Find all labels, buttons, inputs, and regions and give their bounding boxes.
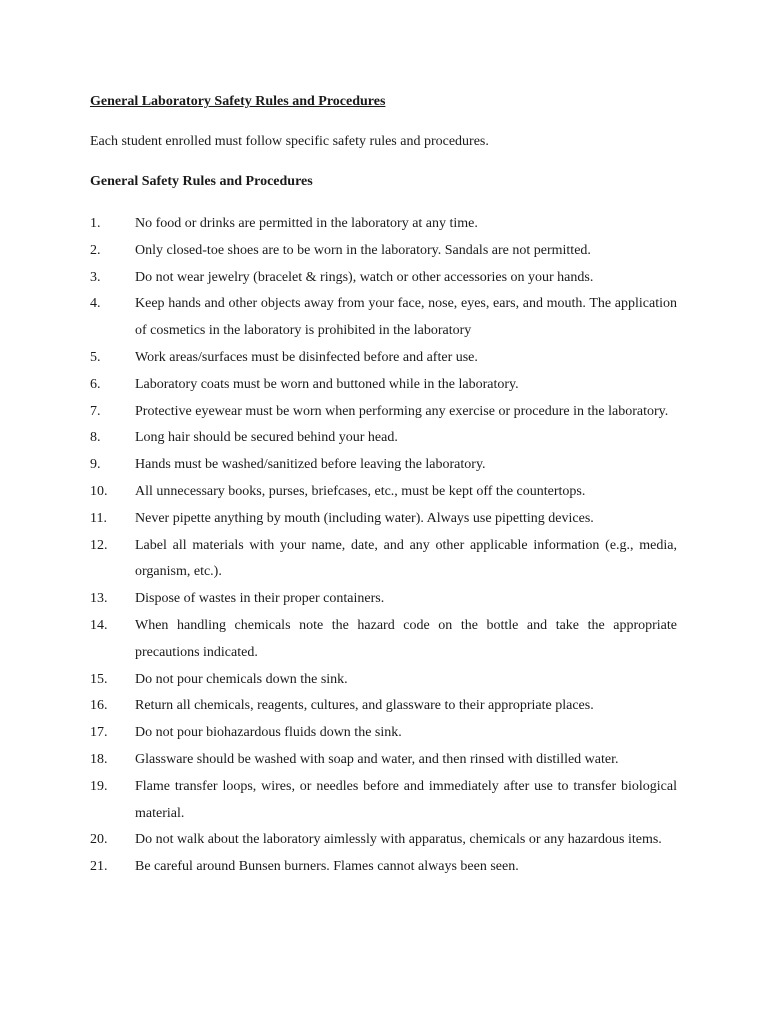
list-item: [90, 613, 677, 667]
list-item-number: 5.: [90, 349, 101, 365]
list-item-text: Label all materials with your name, date, and any other applicable information (e.g., media, organism, etc.).: [135, 537, 677, 580]
list-item: [90, 345, 677, 372]
rules-list: [90, 211, 677, 881]
list-item-number: 10.: [90, 483, 108, 499]
list-item: [90, 854, 677, 881]
list-item: [90, 479, 677, 506]
list-item-text: Do not pour chemicals down the sink.: [135, 671, 348, 687]
list-item-number: 4.: [90, 296, 101, 312]
list-item-text: Return all chemicals, reagents, cultures, and glassware to their appropriate places.: [135, 698, 594, 714]
list-item-text: Glassware should be washed with soap and water, and then rinsed with distilled water.: [135, 751, 619, 767]
list-item-number: 14.: [90, 617, 108, 633]
list-item-text: Work areas/surfaces must be disinfected before and after use.: [135, 349, 478, 365]
list-item-text: Dispose of wastes in their proper containers.: [135, 591, 385, 607]
list-item: [90, 425, 677, 452]
list-item: [90, 533, 677, 587]
document-title: General Laboratory Safety Rules and Procedures: [90, 94, 386, 109]
list-item: [90, 586, 677, 613]
list-item-number: 1.: [90, 216, 101, 231]
list-item: [90, 211, 677, 238]
list-item-number: 6.: [90, 376, 101, 392]
list-item-text: Protective eyewear must be worn when performing any exercise or procedure in the laboratory.: [135, 403, 669, 419]
list-item-number: 2.: [90, 242, 101, 258]
list-item: [90, 747, 677, 774]
list-item-text: Be careful around Bunsen burners. Flames cannot always been seen.: [135, 859, 519, 875]
list-item-text: Do not wear jewelry (bracelet & rings), watch or other accessories on your hands.: [135, 269, 594, 285]
list-item-text: Flame transfer loops, wires, or needles before and immediately after use to transfer biological material.: [135, 778, 677, 821]
list-item-text: Keep hands and other objects away from your face, nose, eyes, ears, and mouth. The application of cosmetics in the laboratory is prohibited in the laboratory: [135, 296, 677, 339]
list-item: [90, 238, 677, 265]
list-item-number: 17.: [90, 725, 108, 741]
document-page: [90, 92, 677, 875]
list-item-number: 9.: [90, 457, 101, 473]
list-item: [90, 693, 677, 720]
list-item-number: 20.: [90, 832, 108, 848]
list-item-text: Hands must be washed/sanitized before leaving the laboratory.: [135, 457, 486, 473]
list-item-text: Do not walk about the laboratory aimlessly with apparatus, chemicals or any hazardous items.: [135, 832, 662, 848]
list-item-number: 3.: [90, 269, 101, 285]
list-item: [90, 774, 677, 828]
list-item-number: 13.: [90, 591, 108, 607]
list-item: [90, 667, 677, 694]
list-item-number: 12.: [90, 537, 108, 553]
list-item-number: 21.: [90, 859, 108, 875]
intro-paragraph: Each student enrolled must follow specific safety rules and procedures.: [90, 134, 489, 149]
list-item: [90, 452, 677, 479]
list-item-text: Only closed-toe shoes are to be worn in the laboratory. Sandals are not permitted.: [135, 242, 591, 258]
list-item-number: 11.: [90, 510, 107, 526]
list-item: [90, 291, 677, 345]
list-item: [90, 827, 677, 854]
list-item-text: No food or drinks are permitted in the laboratory at any time.: [135, 216, 478, 231]
list-item: [90, 265, 677, 292]
list-item-number: 19.: [90, 778, 108, 794]
list-item: [90, 506, 677, 533]
list-item-number: 7.: [90, 403, 101, 419]
list-item-number: 15.: [90, 671, 108, 687]
list-item-text: Laboratory coats must be worn and buttoned while in the laboratory.: [135, 376, 519, 392]
list-item-text: All unnecessary books, purses, briefcases, etc., must be kept off the countertops.: [135, 483, 586, 499]
list-item: [90, 720, 677, 747]
list-item-number: 18.: [90, 751, 108, 767]
list-item: [90, 399, 677, 426]
list-item-text: Never pipette anything by mouth (including water). Always use pipetting devices.: [135, 510, 594, 526]
list-item-text: When handling chemicals note the hazard code on the bottle and take the appropriate precautions indicated.: [135, 617, 677, 660]
list-item-text: Long hair should be secured behind your head.: [135, 430, 398, 446]
list-item-text: Do not pour biohazardous fluids down the sink.: [135, 725, 402, 741]
list-item: [90, 372, 677, 399]
section-heading: General Safety Rules and Procedures: [90, 174, 313, 189]
list-item-number: 16.: [90, 698, 108, 714]
list-item-number: 8.: [90, 430, 101, 446]
